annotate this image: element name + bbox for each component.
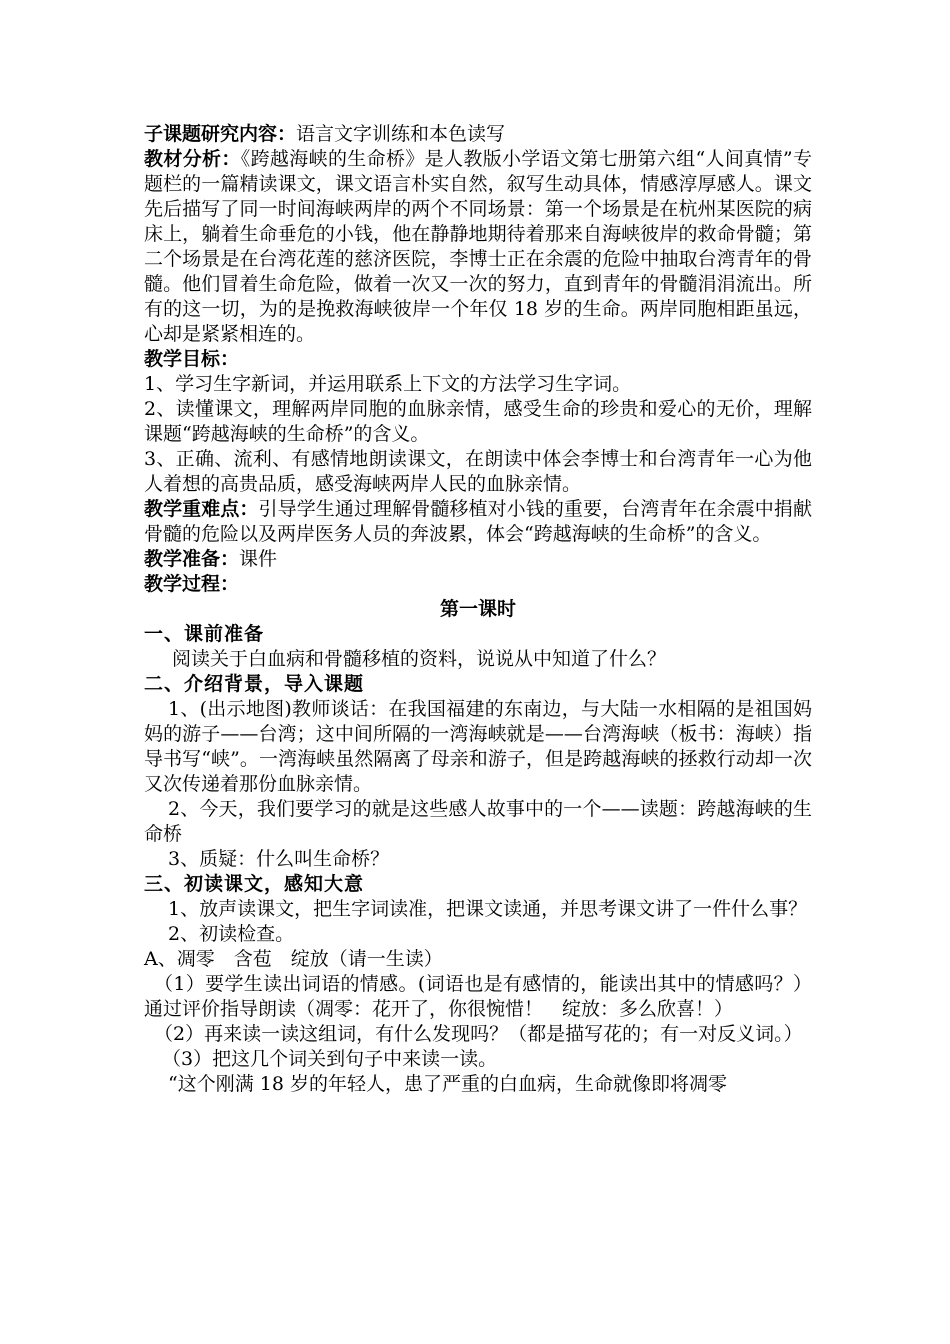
- section-3-para-7: “这个刚满 18 岁的年轻人，患了严重的白血病，生命就像即将凋零: [168, 1073, 727, 1095]
- prep-line: [144, 547, 812, 572]
- section-3-para-5: （2）再来读一读这组词，有什么发现吗？（都是描写花的；有一对反义词。）: [154, 1023, 803, 1045]
- section-2-para-2: 2、今天，我们要学习的就是这些感人故事中的一个——读题：跨越海峡的生命桥: [144, 798, 812, 845]
- prep-label: 教学准备：: [144, 548, 240, 570]
- section-3-title: 三、初读课文，感知大意: [144, 873, 365, 895]
- section-2-para-1: 1、(出示地图)教师谈话：在我国福建的东南边，与大陆一水相隔的是祖国妈妈的游子——台湾；这中间所隔的一湾海峡就是——台湾海峡（板书：海峡）指导书写“峡”。一湾海峡虽然隔离了母亲和游子，但是跨越海峡的拯救行动却一次又次传递着那份血脉亲情。: [144, 698, 812, 795]
- subtopic-label: 子课题研究内容：: [144, 123, 297, 145]
- difficulty-paragraph: [144, 497, 812, 547]
- section-1-title: 一、课前准备: [144, 623, 265, 645]
- subtopic-value: 语言文字训练和本色读写: [296, 123, 506, 145]
- difficulty-text: 引导学生通过理解骨髓移植对小钱的重要，台湾青年在余震中捐献骨髓的危险以及两岸医务人员的奔波累，体会“跨越海峡的生命桥”的含义。: [144, 498, 812, 545]
- document-page: [144, 122, 812, 1097]
- section-3-para-2: 2、初读检查。: [168, 923, 295, 945]
- section-2-title: 二、介绍背景，导入课题: [144, 673, 365, 695]
- analysis-text: 《跨越海峡的生命桥》是人教版小学语文第七册第六组“人间真情”专题栏的一篇精读课文，课文语言朴实自然，叙写生动具体，情感淳厚感人。课文先后描写了同一时间海峡两岸的两个不同场景：第一个场景是在杭州某医院的病床上，躺着生命垂危的小钱，他在静静地期待着那来自海峡彼岸的救命骨髓；第二个场景是在台湾花莲的慈济医院，李博士正在余震的危险中抽取台湾青年的骨髓。他们冒着生命危险，做着一次又一次的努力，直到青年的骨髓涓涓流出。所有的这一切，为的是挽救海峡彼岸一个年仅 18 岁的生命。两岸同胞相距虽远，心却是紧紧相连的。: [144, 148, 812, 345]
- lesson-title: 第一课时: [439, 598, 516, 620]
- goal-item-3: 3、正确、流利、有感情地朗读课文，在朗读中体会李博士和台湾青年一心为他人着想的高贵品质，感受海峡两岸人民的血脉亲情。: [144, 448, 812, 495]
- section-3-para-4: （1）要学生读出词语的情感。(词语也是有感情的，能读出其中的情感吗？）通过评价指导朗读（凋零：花开了，你很惋惜！ 绽放：多么欣喜！）: [144, 973, 812, 1020]
- goal-item-1: 1、学习生字新词，并运用联系上下文的方法学习生字词。: [144, 373, 632, 395]
- analysis-paragraph: [144, 147, 812, 347]
- section-3-para-3: A、凋零 含苞 绽放（请一生读）: [144, 948, 443, 970]
- section-2-para-3: 3、质疑：什么叫生命桥？: [168, 848, 390, 870]
- subtopic-line: [144, 122, 812, 147]
- goal-item-2: 2、读懂课文，理解两岸同胞的血脉亲情，感受生命的珍贵和爱心的无价，理解课题“跨越海峡的生命桥”的含义。: [144, 398, 812, 445]
- section-3-para-6: （3）把这几个词关到句子中来读一读。: [162, 1048, 498, 1070]
- prep-value: 课件: [239, 548, 278, 570]
- analysis-label: 教材分析：: [144, 148, 241, 170]
- difficulty-label: 教学重难点：: [144, 498, 259, 520]
- goals-heading: 教学目标：: [144, 348, 240, 370]
- process-heading: 教学过程：: [144, 573, 240, 595]
- section-3-para-1: 1、放声读课文，把生字词读准，把课文读通，并思考课文讲了一件什么事？: [168, 898, 808, 920]
- section-1-text: 阅读关于白血病和骨髓移植的资料，说说从中知道了什么？: [172, 648, 667, 670]
